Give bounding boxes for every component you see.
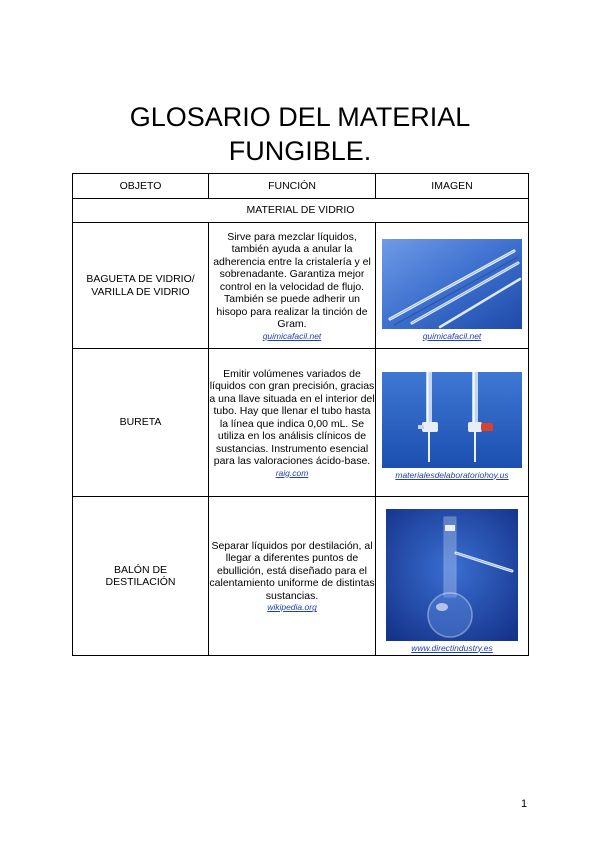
object-name-line: BALÓN DE (113, 563, 168, 576)
page-title (0, 100, 600, 168)
image-cell (376, 223, 529, 349)
image-cell (376, 497, 529, 656)
table-row (73, 349, 529, 497)
function-cell (209, 349, 376, 497)
function-source-link[interactable]: raig.com (275, 467, 309, 478)
image-cell (376, 349, 529, 497)
object-cell (73, 349, 209, 497)
object-name-line: VARILLA DE VIDRIO (91, 285, 190, 298)
glossary-table (72, 173, 529, 656)
table-row (73, 223, 529, 349)
page-number: 1 (520, 798, 528, 810)
object-cell (73, 497, 209, 656)
burette-photo (382, 372, 522, 468)
object-name-line: BAGUETA DE VIDRIO/ (86, 273, 195, 285)
function-source-link[interactable]: quimicafacil.net (262, 330, 322, 341)
image-source-link[interactable]: www.directindustry.es (411, 642, 493, 653)
object-name-line: DESTILACIÓN (105, 576, 176, 588)
object-cell (73, 223, 209, 349)
distillation-flask-photo (386, 509, 518, 641)
function-text: Sirve para mezclar líquidos, también ayuda a anular la adherencia entre la cristalería y el sobrenadante. Garantiza mejor control en la velocidad de flujo. También se puede adherir un hisopo para realizar la tinción de Gram. (213, 230, 371, 330)
header-objeto: OBJETO (73, 174, 209, 199)
object-name-line: BURETA (119, 416, 162, 429)
section-label: MATERIAL DE VIDRIO (73, 199, 529, 223)
function-cell (209, 497, 376, 656)
function-cell (209, 223, 376, 349)
table-row (73, 497, 529, 656)
section-row (73, 199, 529, 223)
function-text: Separar líquidos por destilación, al llegar a diferentes puntos de ebullición, está diseñado para el calentamiento uniforme de distintas sustancias. (209, 539, 375, 602)
header-imagen: IMAGEN (376, 174, 529, 199)
function-source-link[interactable]: wikipedia.org (267, 602, 317, 613)
glass-rod-photo (382, 239, 522, 329)
image-source-link[interactable]: materialesdelaboratoriohoy.us (395, 469, 509, 480)
image-source-link[interactable]: quimicafacil.net (422, 330, 482, 341)
title-line-2: FUNGIBLE. (228, 136, 372, 166)
title-line-1: GLOSARIO DEL MATERIAL (129, 102, 471, 132)
table-header-row (73, 174, 529, 199)
header-funcion: FUNCIÓN (209, 174, 376, 199)
function-text: Emitir volúmenes variados de líquidos con gran precisión, gracias a una llave situada en el interior del tubo. Hay que llenar el tubo hasta la línea que indica 0,00 mL. Se utiliza en los análisis clínicos de sustancias. Instrumento esencial para las valoraciones ácido-base. (209, 367, 375, 467)
